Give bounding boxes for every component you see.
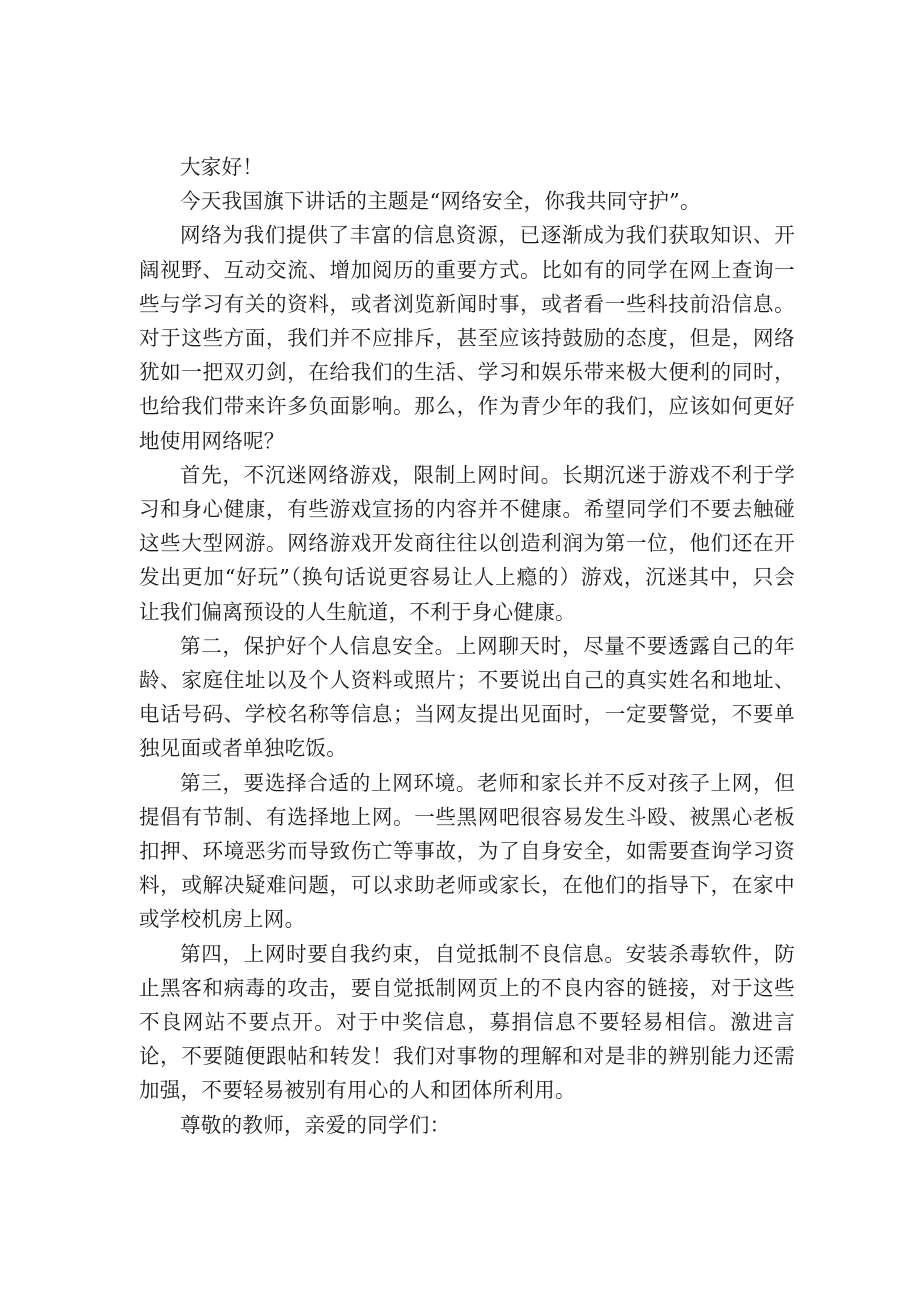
point-two-paragraph: 第二，保护好个人信息安全。上网聊天时，尽量不要透露自己的年龄、家庭住址以及个人资料或照片；不要说出自己的真实姓名和地址、电话号码、学校名称等信息；当网友提出见面时，一定要警觉，不要单独见面或者单独吃饭。 [139,633,795,761]
greeting-paragraph: 大家好！ [180,155,264,179]
intro-paragraph: 网络为我们提供了丰富的信息资源，已逐渐成为我们获取知识、开阔视野、互动交流、增加阅历的重要方式。比如有的同学在网上查询一些与学习有关的资料，或者浏览新闻时事，或者看一些科技前沿信息。对于这些方面，我们并不应排斥，甚至应该持鼓励的态度，但是，网络犹如一把双刃剑，在给我们的生活、学习和娱乐带来极大便利的同时，也给我们带来许多负面影响。那么，作为青少年的我们，应该如何更好地使用网络呢？ [139,223,795,453]
point-one-paragraph: 首先，不沉迷网络游戏，限制上网时间。长期沉迷于游戏不利于学习和身心健康，有些游戏宣扬的内容并不健康。希望同学们不要去触碰这些大型网游。网络游戏开发商往往以创造利润为第一位，他们还在开发出更加“好玩”（换句话说更容易让人上瘾的）游戏，沉迷其中，只会让我们偏离预设的人生航道，不利于身心健康。 [139,462,795,624]
address-paragraph: 尊敬的教师，亲爱的同学们： [180,1112,451,1137]
topic-paragraph: 今天我国旗下讲话的主题是“网络安全，你我共同守护”。 [180,189,701,214]
speech-text [139,150,795,1142]
point-four-paragraph: 第四，上网时要自我约束，自觉抵制不良信息。安装杀毒软件，防止黑客和病毒的攻击，要自觉抵制网页上的不良内容的链接，对于这些不良网站不要点开。对于中奖信息，募捐信息不要轻易相信。激进言论，不要随便跟帖和转发！我们对事物的理解和对是非的辨别能力还需加强，不要轻易被别有用心的人和团体所利用。 [139,941,795,1103]
point-three-paragraph: 第三，要选择合适的上网环境。老师和家长并不反对孩子上网，但提倡有节制、有选择地上网。一些黑网吧很容易发生斗殴、被黑心老板扣押、环境恶劣而导致伤亡等事故，为了自身安全，如需要查询学习资料，或解决疑难问题，可以求助老师或家长，在他们的指导下，在家中或学校机房上网。 [139,770,795,932]
